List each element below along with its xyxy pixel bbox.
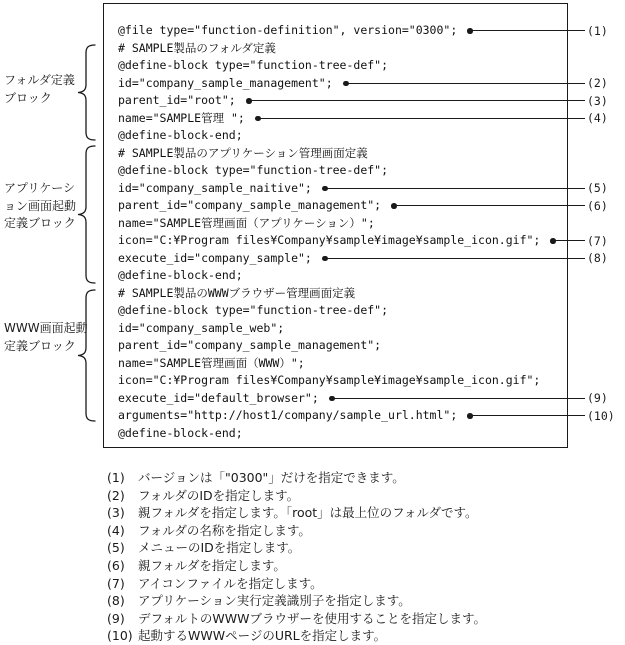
code-line (118, 337, 578, 355)
code-line-text: name="SAMPLE管理画面（アプリケーション）"; (118, 215, 375, 230)
code-line-text: @define-block-end; (118, 268, 243, 282)
code-line (118, 40, 578, 58)
note-text: 起動するWWWページのURLを指定します。 (138, 628, 387, 644)
code-line (118, 215, 578, 233)
callout-leader-line (325, 188, 585, 189)
block-label (4, 180, 76, 233)
block-label-line: ブロック (4, 90, 52, 105)
code-line (118, 425, 578, 443)
callout-bullet-icon (246, 98, 252, 104)
code-line-text: @define-block type="function-tree-def"; (118, 303, 389, 317)
code-line-text: parent_id="company_sample_management"; (118, 198, 382, 212)
block-label (4, 320, 88, 355)
callout-number-label: (3) (587, 93, 608, 108)
code-line (118, 162, 578, 180)
code-line-text: @file type="function-definition", version="0300"; (118, 23, 458, 37)
callout-number-label: (5) (587, 181, 608, 196)
callout-leader-line (470, 415, 585, 416)
code-line (118, 302, 578, 320)
code-line-text: @define-block-end; (118, 128, 243, 142)
note-text: アイコンファイルを指定します。 (138, 575, 323, 591)
code-line-text: @define-block type="function-tree-def"; (118, 163, 389, 177)
note-text: デフォルトのWWWブラウザーを使用することを指定します。 (138, 610, 486, 626)
note-row (107, 487, 622, 505)
callout-bullet-icon (343, 81, 349, 87)
note-row (107, 592, 622, 610)
code-line-text: id="company_sample_web"; (118, 320, 285, 335)
callout-number-label: (7) (587, 233, 608, 248)
callout-bullet-icon (329, 396, 335, 402)
callout-bullet-icon (255, 116, 261, 122)
callout-leader-line (553, 240, 585, 241)
code-line-text: # SAMPLE製品のフォルダ定義 (118, 40, 276, 55)
code-line (118, 267, 578, 285)
callout-leader-line (332, 398, 585, 399)
note-number-label: (5) (107, 540, 125, 556)
block-label-line: WWW画面起動 (4, 321, 88, 335)
code-line-text: parent_id="company_sample_management"; (118, 338, 382, 352)
code-line-text: id="company_sample_management"; (118, 75, 333, 90)
block-label (4, 72, 75, 107)
callout-number-label: (4) (587, 111, 608, 126)
callout-leader-line (346, 83, 585, 84)
note-row (107, 522, 622, 540)
note-row (107, 469, 622, 487)
code-line-text: name="SAMPLE管理画面（WWW）"; (118, 355, 305, 370)
callout-bullet-icon (322, 256, 328, 262)
callout-number-label: (6) (587, 198, 608, 213)
code-line-text: # SAMPLE製品のアプリケーション管理画面定義 (118, 145, 368, 160)
note-text: フォルダの名称を指定します。 (138, 522, 311, 538)
note-text: フォルダのIDを指定します。 (138, 487, 300, 503)
note-text: アプリケーション実行定義識別子を指定します。 (138, 593, 411, 609)
callout-notes-list (107, 469, 622, 645)
callout-bullet-icon (467, 28, 473, 34)
code-line-text: id="company_sample_naitive"; (118, 180, 312, 195)
note-row (107, 610, 622, 628)
note-number-label: (1) (107, 470, 125, 485)
callout-leader-line (249, 100, 585, 101)
code-line-text: icon="C:¥Program files¥Company¥sample¥image¥sample_icon.gif"; (118, 233, 541, 247)
block-label-line: ョン画面起動 (4, 198, 77, 213)
code-line-text: # SAMPLE製品のWWWブラウザー管理画面定義 (118, 285, 356, 300)
note-row (107, 504, 622, 522)
code-line-text: execute_id="company_sample"; (118, 250, 312, 265)
block-label-line: 定義ブロック (4, 216, 76, 230)
code-line-text: icon="C:¥Program files¥Company¥sample¥image¥sample_icon.gif"; (118, 373, 541, 387)
callout-number-label: (8) (587, 251, 608, 266)
code-line (118, 320, 578, 338)
note-row (107, 539, 622, 557)
note-row (107, 557, 622, 575)
callout-number-label: (2) (587, 76, 608, 91)
code-line (118, 57, 578, 75)
callout-leader-line (325, 258, 585, 259)
note-text: 親フォルダを指定します。「root」は最上位のフォルダです。 (138, 505, 478, 521)
block-label-line: アプリケーシ (4, 181, 76, 195)
note-number-label: (8) (107, 593, 125, 609)
note-number-label: (10) (107, 628, 133, 644)
block-brace-icon (77, 145, 97, 286)
code-line (118, 372, 578, 390)
code-line (118, 285, 578, 303)
note-row (107, 627, 622, 645)
callout-number-label: (1) (587, 23, 608, 38)
code-line-text: execute_id="default_browser"; (118, 390, 319, 405)
code-line-text: @define-block-end; (118, 425, 243, 440)
note-number-label: (3) (107, 505, 125, 521)
callout-bullet-icon (322, 186, 328, 192)
note-text: バージョンは「"0300"」だけを指定できます。 (138, 470, 405, 485)
note-number-label: (4) (107, 522, 125, 538)
callout-number-label: (10) (587, 408, 615, 423)
code-line (118, 355, 578, 373)
code-line (118, 145, 578, 163)
note-number-label: (6) (107, 557, 125, 573)
callout-leader-line (470, 30, 585, 31)
callout-leader-line (258, 118, 585, 119)
note-text: メニューのIDを指定します。 (138, 540, 301, 556)
callout-bullet-icon (550, 238, 556, 244)
block-label-line: 定義ブロック (4, 338, 76, 353)
code-line-text: arguments="http://host1/company/sample_url.html"; (118, 408, 458, 422)
note-text: 親フォルダを指定します。 (138, 557, 286, 573)
callout-bullet-icon (391, 203, 397, 209)
callout-leader-line (394, 205, 585, 206)
code-line (118, 127, 578, 145)
code-line-text: name="SAMPLE管理 "; (118, 110, 245, 125)
block-label-line: フォルダ定義 (4, 73, 75, 87)
block-brace-icon (77, 44, 97, 143)
callout-bullet-icon (467, 413, 473, 419)
code-line-text: parent_id="root"; (118, 93, 236, 107)
callout-number-label: (9) (587, 391, 608, 406)
block-brace-icon (77, 289, 97, 424)
note-number-label: (2) (107, 487, 125, 503)
code-line (118, 232, 578, 250)
note-number-label: (9) (107, 610, 125, 626)
note-number-label: (7) (107, 575, 125, 591)
note-row (107, 575, 622, 593)
code-line-text: @define-block type="function-tree-def"; (118, 58, 389, 72)
